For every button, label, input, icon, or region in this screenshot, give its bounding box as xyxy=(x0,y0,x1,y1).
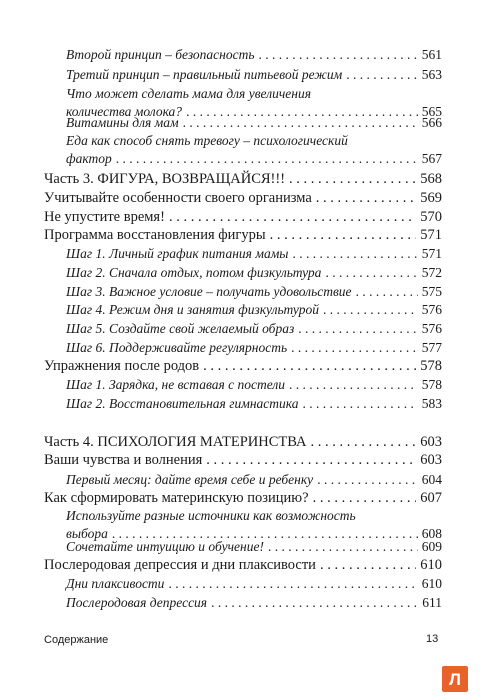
toc-page-number: 583 xyxy=(421,396,442,412)
dot-leader xyxy=(206,451,416,469)
toc-page-number: 603 xyxy=(420,452,442,469)
toc-page-number: 604 xyxy=(421,472,442,488)
toc-entry-title: Еда как способ снять тревогу – психологический xyxy=(66,132,348,148)
toc-entry[interactable] xyxy=(44,357,442,375)
toc-page-number: 607 xyxy=(420,490,442,507)
dot-leader xyxy=(270,226,417,244)
toc-page-number: 610 xyxy=(420,557,442,574)
toc-entry-title-cont: количества молока? xyxy=(66,103,183,119)
toc-page-number: 567 xyxy=(421,150,442,166)
toc-entry[interactable] xyxy=(66,471,442,489)
toc-page-number: 566 xyxy=(421,114,442,130)
toc-entry-title: Как сформировать материнскую позицию? xyxy=(44,490,309,507)
dot-leader xyxy=(320,556,416,574)
toc-page-number: 610 xyxy=(421,576,442,592)
toc-entry-title: Шаг 4. Режим дня и занятия физкультурой xyxy=(66,302,319,318)
toc-entry-title: Витамины для мам xyxy=(66,114,179,130)
toc-entry-title: Шаг 2. Сначала отдых, потом физкультура xyxy=(66,264,322,280)
toc-page-number: 609 xyxy=(421,538,442,554)
running-footer-title: Содержание xyxy=(44,634,109,646)
toc-page-number: 577 xyxy=(421,339,442,355)
toc-entry-title: Используйте разные источники как возможность xyxy=(66,508,356,524)
dot-leader xyxy=(291,339,418,357)
dot-leader xyxy=(169,208,416,226)
toc-entry-title: Что может сделать мама для увеличения xyxy=(66,85,312,101)
dot-leader xyxy=(303,395,418,413)
toc-entry-title-cont: фактор xyxy=(66,150,112,166)
toc-page-number: 568 xyxy=(420,170,442,187)
toc-page-number: 569 xyxy=(420,189,442,206)
toc-page-number: 575 xyxy=(421,283,442,299)
toc-entry[interactable] xyxy=(66,114,442,132)
toc-page-number: 576 xyxy=(421,302,442,318)
toc-entry-title: Дни плаксивости xyxy=(66,576,165,592)
toc-entry[interactable] xyxy=(66,395,442,413)
dot-leader xyxy=(346,66,418,84)
toc-page-number: 571 xyxy=(420,226,442,243)
toc-entry[interactable] xyxy=(66,301,442,319)
toc-entry[interactable] xyxy=(66,594,442,612)
dot-leader xyxy=(259,46,418,64)
toc-entry-title: Шаг 5. Создайте свой желаемый образ xyxy=(66,320,295,336)
dot-leader xyxy=(289,376,418,394)
toc-entry[interactable] xyxy=(44,189,442,207)
toc-entry[interactable] xyxy=(44,451,442,469)
dot-leader xyxy=(289,170,416,188)
toc-entry[interactable] xyxy=(66,283,442,301)
dot-leader xyxy=(325,264,417,282)
toc-entry[interactable] xyxy=(66,320,442,338)
toc-entry-title: Ваши чувства и волнения xyxy=(44,452,203,469)
dot-leader xyxy=(356,283,418,301)
toc-entry-title: Упражнения после родов xyxy=(44,358,200,375)
toc-page-number: 570 xyxy=(420,208,442,225)
dot-leader xyxy=(116,150,418,168)
toc-entry-title: Первый месяц: дайте время себе и ребенку xyxy=(66,472,314,488)
toc-page-number: 565 xyxy=(421,103,442,119)
dot-leader xyxy=(211,594,418,612)
toc-entry[interactable] xyxy=(66,46,442,64)
dot-leader xyxy=(317,471,418,489)
toc-entry[interactable] xyxy=(44,170,442,188)
toc-entry-title: Послеродовая депрессия и дни плаксивости xyxy=(44,557,316,574)
toc-page-number: 563 xyxy=(421,66,442,82)
dot-leader xyxy=(268,538,418,556)
toc-entry-title: Шаг 2. Восстановительная гимнастика xyxy=(66,396,299,412)
toc-entry[interactable] xyxy=(44,556,442,574)
toc-page-number: 576 xyxy=(421,320,442,336)
toc-entry[interactable] xyxy=(66,575,442,593)
toc-entry[interactable] xyxy=(44,433,442,451)
page-number: 13 xyxy=(426,633,439,645)
dot-leader xyxy=(298,320,418,338)
toc-entry-title: Не упустите время! xyxy=(44,208,165,225)
toc-entry-title: Третий принцип – правильный питьевой режим xyxy=(66,66,343,82)
dot-leader xyxy=(313,489,417,507)
toc-entry-title: Шаг 1. Личный график питания мамы xyxy=(66,246,289,262)
toc-entry[interactable] xyxy=(66,339,442,357)
dot-leader xyxy=(292,245,417,263)
toc-page-number: 561 xyxy=(421,47,442,62)
toc-entry[interactable] xyxy=(66,245,442,263)
dot-leader xyxy=(168,575,417,593)
toc-entry-title: Часть 4. ПСИХОЛОГИЯ МАТЕРИНСТВА xyxy=(44,434,307,451)
dot-leader xyxy=(311,433,417,451)
toc-entry-title: Второй принцип – безопасность xyxy=(66,47,255,62)
toc-entry[interactable] xyxy=(44,489,442,507)
toc-page-number: 572 xyxy=(421,264,442,280)
toc-entry[interactable] xyxy=(66,132,442,168)
toc-entry[interactable] xyxy=(66,66,442,84)
toc-entry-title: Шаг 6. Поддерживайте регулярность xyxy=(66,339,288,355)
toc-entry[interactable] xyxy=(44,226,442,244)
publisher-logo-icon xyxy=(442,666,468,692)
toc-page-number: 611 xyxy=(422,595,442,610)
toc-entry-title: Программа восстановления фигуры xyxy=(44,226,266,243)
dot-leader xyxy=(323,301,418,319)
toc-entry[interactable] xyxy=(44,208,442,226)
toc-entry-title: Сочетайте интуицию и обучение! xyxy=(66,538,264,554)
dot-leader xyxy=(183,114,418,132)
toc-entry[interactable] xyxy=(66,376,442,394)
toc-page-number: 603 xyxy=(420,434,442,451)
toc-page-number: 608 xyxy=(421,526,442,542)
dot-leader xyxy=(316,189,416,207)
toc-entry-title: Часть 3. ФИГУРА, ВОЗВРАЩАЙСЯ!!! xyxy=(44,170,286,187)
svg-text:Л: Л xyxy=(449,670,461,689)
toc-entry-title: Учитывайте особенности своего организма xyxy=(44,189,312,206)
toc-entry-title: Послеродовая депрессия xyxy=(66,595,208,610)
toc-entry[interactable] xyxy=(66,538,442,556)
toc-entry-title-cont: выбора xyxy=(66,526,108,542)
toc-entry-title: Шаг 3. Важное условие – получать удовольствие xyxy=(66,283,352,299)
toc-page-number: 571 xyxy=(421,246,442,262)
toc-page-number: 578 xyxy=(421,377,442,393)
toc-entry-title: Шаг 1. Зарядка, не вставая с постели xyxy=(66,377,286,393)
toc-entry[interactable] xyxy=(66,264,442,282)
toc-page-number: 578 xyxy=(420,358,442,375)
dot-leader xyxy=(203,357,416,375)
